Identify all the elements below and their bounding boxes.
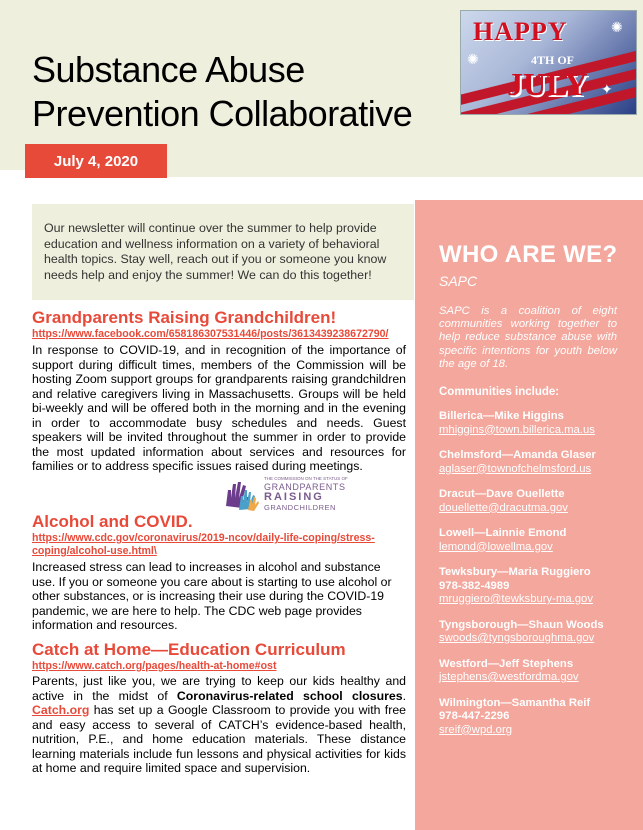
date-badge: July 4, 2020 [25,144,167,178]
communities-heading: Communities include: [439,386,560,399]
firework-icon: ✺ [611,19,623,35]
section-title: Grandparents Raising Grandchildren! [32,308,337,327]
section-grandparents [32,308,406,512]
member-name: Westford—Jeff Stephens [439,657,574,670]
member-item [439,410,633,437]
sidebar-heading: WHO ARE WE? [439,241,618,268]
member-email[interactable]: swoods@tyngsboroughma.gov [439,632,595,645]
intro-box: Our newsletter will continue over the summer to help provide education and wellness information on a variety of behavioral health topics. Stay well, reach out if you or someone you know needs help and enjoy the summer! We can do this together! [32,204,414,300]
section-link[interactable]: https://www.facebook.com/658186307531446/posts/3613439238672790/ [32,328,389,340]
member-name: Dracut—Dave Ouellette [439,488,565,501]
page-title [32,48,412,136]
section-body: Increased stress can lead to increases in alcohol and substance use. If you or someone you care about is starting to use alcohol or other substances, or is increasing their use during the COVID-19 pandemic, we are here to help. The CDC web page provides information and resources. [32,560,392,632]
title-line-2: Prevention Collaborative [32,93,413,134]
body-text: . [402,688,406,703]
sidebar-about: SAPC is a coalition of eight communities working together to help reduce substance abuse with specific intentions for youth below the age of 18. [439,305,617,370]
hands-icon [222,476,260,512]
section-link[interactable]: https://www.cdc.gov/coronavirus/2019-ncov/daily-life-coping/stress-coping/alcohol-use.html\ [32,532,375,557]
grandparents-logo [222,474,352,514]
logo-small-text: THE COMMISSION ON THE STATUS OF [264,476,348,481]
date-divider [167,165,643,177]
member-email[interactable]: lemond@lowellma.gov [439,540,553,553]
member-email[interactable]: mruggiero@tewksbury-ma.gov [439,593,593,606]
section-body: In response to COVID-19, and in recognition of the importance of support during difficult times, members of the Commission will be hosting Zoom support groups for grandparents raising grandchildren and relative caregivers living in Massachusetts. Groups will be held bi-weekly and will be offered both in the morning and in the evening in order to accommodate busy schedules and needs. Guest speakers will be invited throughout the summer in order to provide the most updated information about services and resources for families or to address specific issues raised during meetings. [32,343,406,473]
logo-line-3: GRANDCHILDREN [264,503,336,512]
logo-line-1: GRANDPARENTS [264,482,346,492]
member-email[interactable]: jstephens@westfordma.gov [439,671,579,684]
banner-happy: HAPPY [473,17,568,46]
member-item [439,527,633,554]
member-name: Billerica—Mike Higgins [439,410,564,423]
section-body [32,674,406,776]
member-email[interactable]: mhiggins@town.billerica.ma.us [439,423,595,436]
section-title: Alcohol and COVID. [32,512,193,531]
catch-link[interactable]: Catch.org [32,703,90,717]
member-email[interactable]: douellette@dracutma.gov [439,501,568,514]
section-catch [32,640,406,776]
member-name: Chelmsford—Amanda Glaser [439,449,596,462]
firework-icon: ✺ [467,51,479,67]
banner-fourth: 4TH OF [531,53,575,67]
member-phone: 978-382-4989 [439,579,510,592]
logo-line-2: RAISING [264,491,324,503]
body-text: has set up a Google Classroom to provide you with free and easy access to several of CATCH’s evidence-based health, nutrition, P.E., and home education materials. These distance learning materials include fun lessons and physical activities for kids at home and require limited space and supervision. [32,703,406,775]
banner-july: JULY [507,66,588,102]
member-phone: 978-447-2296 [439,710,510,723]
section-title: Catch at Home—Education Curriculum [32,640,346,659]
title-line-1: Substance Abuse [32,49,305,90]
sidebar [415,200,643,830]
member-name: Lowell—Lainnie Emond [439,527,567,540]
body-text: Parents, just like you, we are trying to keep our kids healthy and active in the midst of [32,674,406,703]
member-email[interactable]: aglaser@townofchelmsford.us [439,462,592,475]
member-item [439,658,633,685]
july-fourth-banner [460,10,637,115]
member-name: Wilmington—Samantha Reif [439,696,591,709]
member-item [439,449,633,476]
body-bold: Coronavirus-related school closures [176,688,403,703]
member-item [439,488,633,515]
sidebar-abbr: SAPC [439,273,478,289]
section-link[interactable]: https://www.catch.org/pages/health-at-home#ost [32,660,277,672]
member-item [439,566,633,607]
member-email[interactable]: sreif@wpd.org [439,723,512,736]
member-name: Tewksbury—Maria Ruggiero [439,566,591,579]
section-alcohol [32,512,406,633]
member-item [439,619,633,646]
member-name: Tyngsborough—Shaun Woods [439,618,604,631]
star-icon: ✦ [601,81,613,97]
member-item [439,697,633,738]
